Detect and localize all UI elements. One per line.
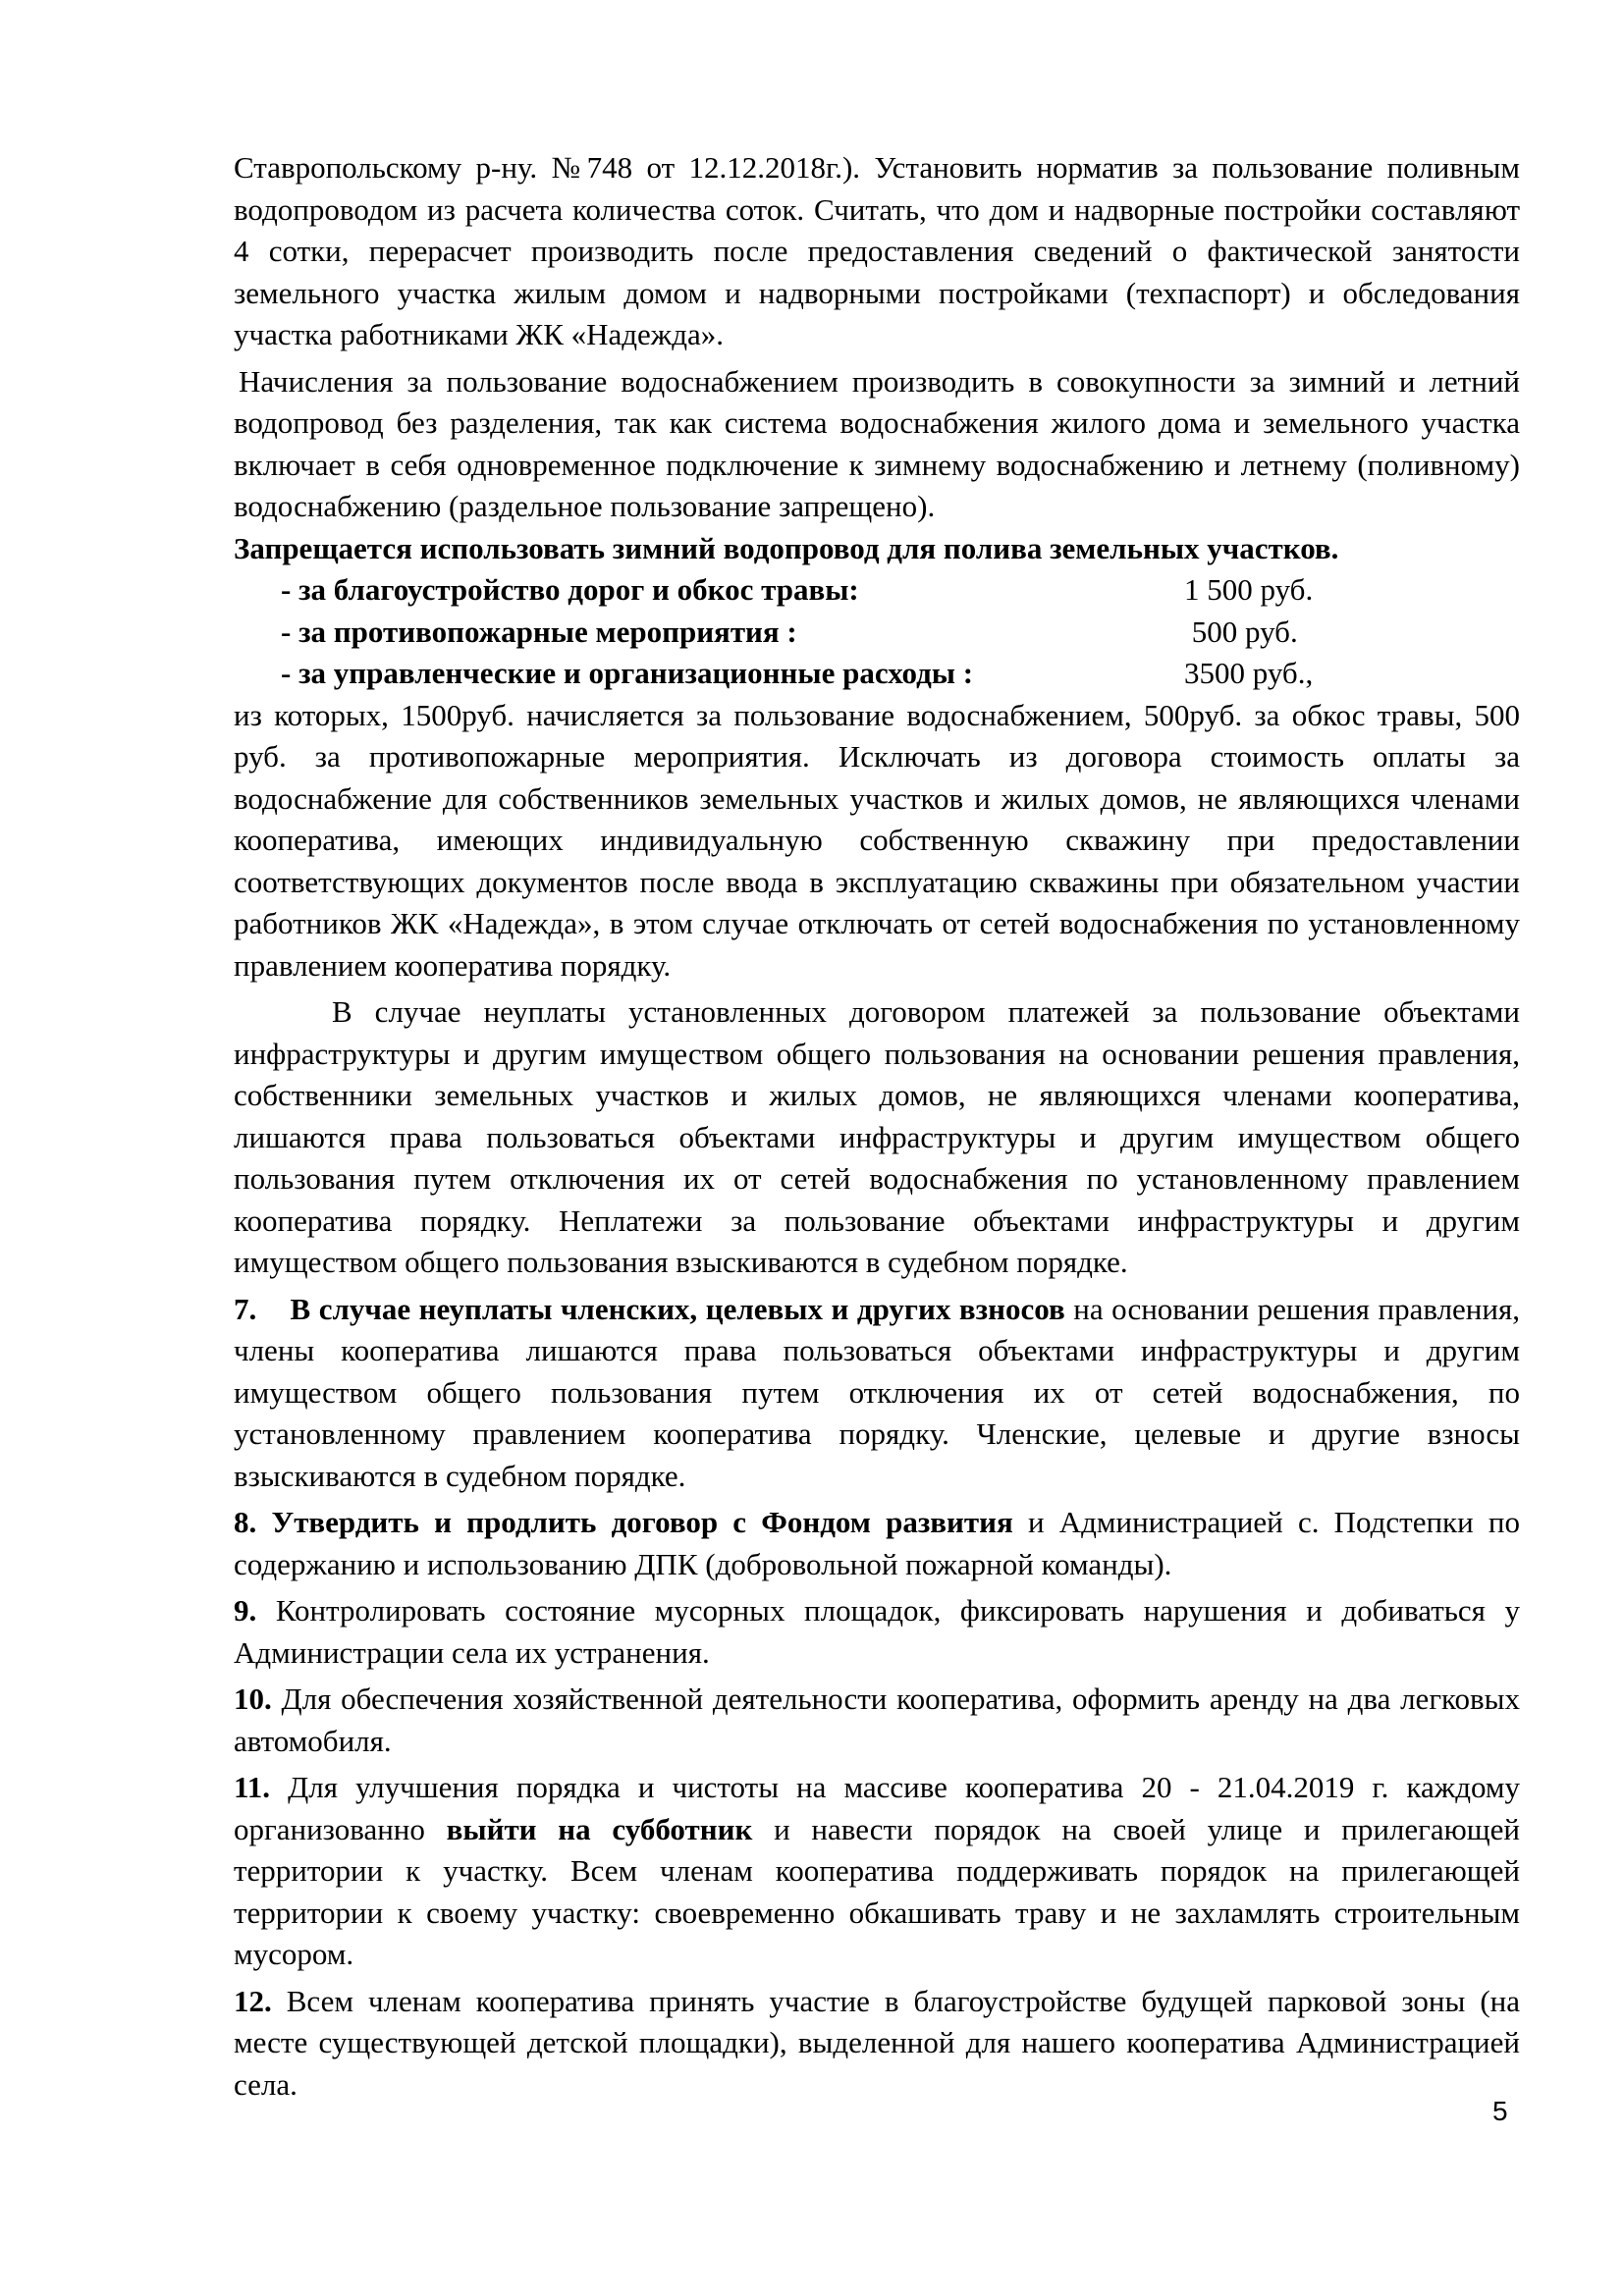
item-9 [234, 1590, 1520, 1674]
item-number: 12. [234, 1983, 272, 2018]
fee-amount: 1 500 руб. [1184, 572, 1314, 607]
paragraph-water-charges: Начисления за пользование водоснабжением производить в совокупности за зимний и летний водопровод без разделения, так как система водоснабжения жилого дома и земельного участка включает в себя одновременное подключение к зимнему водоснабжению и летнему (поливному) водоснабжению (раздельное пользование запрещено). [234, 363, 1520, 523]
item-number: 7. [234, 1291, 257, 1326]
page-number: 5 [1492, 2096, 1508, 2126]
fee-label: - за управленческие и организационные расходы : [281, 656, 974, 690]
fee-row-management [234, 653, 1520, 695]
fee-label: - за противопожарные мероприятия : [281, 614, 797, 649]
item-12 [234, 1981, 1520, 2107]
item-10-text: Для обеспечения хозяйственной деятельности кооператива, оформить аренду на два легковых автомобиля. [234, 1682, 1520, 1758]
item-number: 10. [234, 1682, 272, 1716]
fee-label: - за благоустройство дорог и обкос травы: [281, 572, 859, 607]
paragraph-prohibition [234, 528, 1520, 570]
item-number: 11. [234, 1770, 271, 1804]
item-number: 9. [234, 1593, 257, 1628]
item-12-text: Всем членам кооператива принять участие в благоустройстве будущей парковой зоны (на месте существующей детской площадки), выделенной для нашего кооператива Администрацией села. [234, 1983, 1520, 2102]
item-number: 8 [234, 1505, 249, 1539]
item-7-bold: В случае неуплаты членских, целевых и других взносов [290, 1291, 1065, 1326]
item-9-text: Контролировать состояние мусорных площадок, фиксировать нарушения и добиваться у Администрации села их устранения. [234, 1593, 1520, 1670]
paragraph-nonpayment-owners: В случае неуплаты установленных договором платежей за пользование объектами инфраструктуры и другим имуществом общего пользования на основании решения правления, собственники земельных участков и жилых домов, не являющихся членами кооператива, лишаются права пользоваться объектами инфраструктуры и другим имуществом общего пользования путем отключения их от сетей водоснабжения по установленному правлением кооператива порядку. Неплатежи за пользование объектами инфраструктуры и другим имуществом общего пользования взыскиваются в судебном порядке. [234, 994, 1520, 1279]
fee-amount: 500 руб. [1184, 614, 1298, 649]
item-7 [234, 1289, 1520, 1498]
fee-amount: 3500 руб., [1184, 656, 1314, 690]
item-8-text: и Администрацией с. Подстепки по содержанию и использованию ДПК (добровольной пожарной команды). [234, 1505, 1520, 1581]
item-11-text-start: Для улучшения порядка и чистоты на массиве кооператива 20 - 21.04.2019 г. каждому организованно [234, 1770, 1520, 1846]
item-10 [234, 1679, 1520, 1762]
item-11-text-end: и навести порядок на своей улице и прилегающей территории к участку. Всем членам кооператива поддерживать порядок на прилегающей территории к своему участку: своевременно обкашивать траву и не захламлять строительным мусором. [234, 1811, 1520, 1971]
item-7-text: на основании решения правления, члены кооператива лишаются права пользоваться объектами инфраструктуры и другим имуществом общего пользования путем отключения их от сетей водоснабжения, по установленному правлением кооператива порядку. Членские, целевые и другие взносы взыскиваются в судебном порядке. [234, 1291, 1520, 1493]
item-11 [234, 1767, 1520, 1976]
document-body [234, 147, 1520, 2106]
prohibition-text: Запрещается использовать зимний водопровод для полива земельных участков. [234, 530, 1339, 565]
paragraph-fee-breakdown: из которых, 1500руб. начисляется за пользование водоснабжением, 500руб. за обкос травы, 500 руб. за противопожарные мероприятия. Исключать из договора стоимость оплаты за водоснабжение для собственников земельных участков и жилых домов, не являющихся членами кооператива, имеющих индивидуальную собственную скважину при предоставлении соответствующих документов после ввода в эксплуатацию скважины при обязательном участии работников ЖК «Надежда», в этом случае отключать от сетей водоснабжения по установленному правлением кооператива порядку. [234, 697, 1520, 983]
fee-row-roads [234, 569, 1520, 612]
fee-row-fire-safety [234, 612, 1520, 654]
item-8-bold: . Утвердить и продлить договор с Фондом развития [248, 1505, 1013, 1539]
item-8 [234, 1502, 1520, 1585]
item-11-bold: выйти на субботник [446, 1811, 753, 1846]
paragraph-norms: Ставропольскому р-ну. №748 от 12.12.2018г.). Установить норматив за пользование поливным водопроводом из расчета количества соток. Считать, что дом и надворные постройки составляют 4 сотки, перерасчет производить после предоставления сведений о фактической занятости земельного участка жилым домом и надворными постройками (техпаспорт) и обследования участка работниками ЖК «Надежда». [234, 150, 1520, 351]
